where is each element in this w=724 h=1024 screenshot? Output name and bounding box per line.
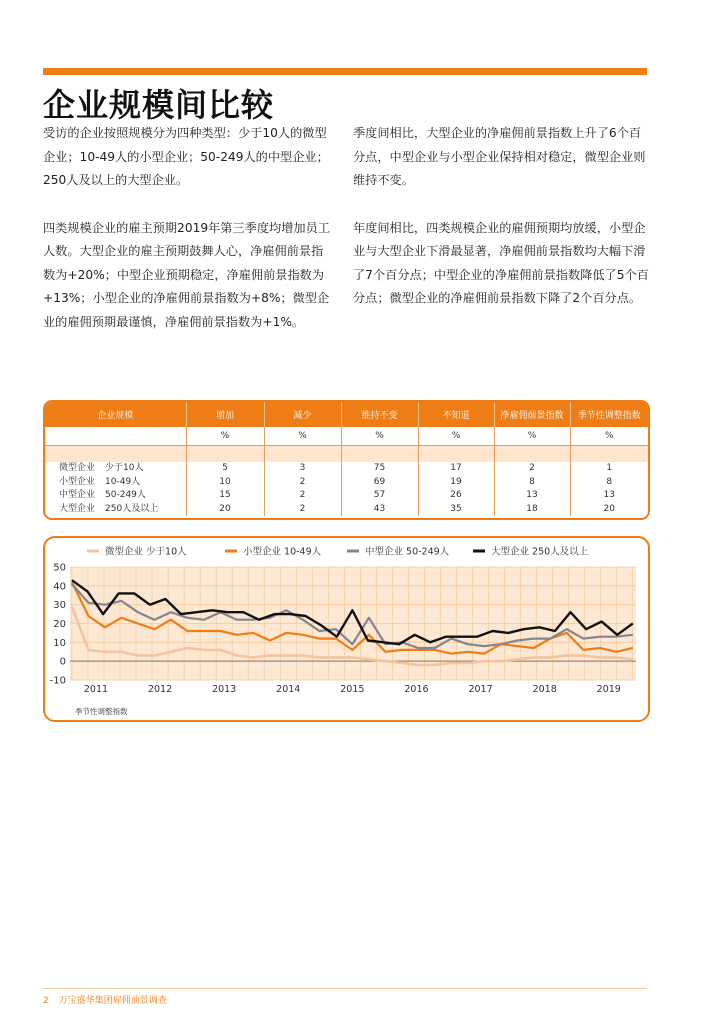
table-header: 季节性调整指数 (570, 402, 648, 427)
paragraph: 年度间相比，四类规模企业的雇佣预期均放缓，小型企业与大型企业下滑最显著，净雇佣前景指数均大幅下滑了7个百分点；中型企业的净雇佣前景指数降低了5个百分点；微型企业的净雇佣前景指数下降了2个百分点。 (353, 220, 649, 305)
legend-label: 中型企业 50-249人 (365, 546, 450, 558)
category-cell (45, 462, 186, 476)
right-column (353, 122, 653, 335)
value-cell: 1 (606, 463, 613, 474)
value-cell: 2 (264, 503, 341, 517)
value-cell: 2 (494, 462, 570, 476)
unit-cell: % (186, 427, 264, 446)
value-cell: 20 (186, 503, 264, 517)
y-tick-label: 30 (53, 600, 66, 612)
table-row (45, 476, 648, 490)
x-tick-label: 2011 (83, 684, 109, 695)
data-table (43, 400, 650, 520)
table-header: 不知道 (418, 402, 494, 427)
x-tick-label: 2019 (596, 684, 621, 695)
value-cell: 15 (186, 489, 264, 503)
value-cell: 3 (264, 462, 341, 476)
category-cell (45, 476, 186, 490)
unit-cell (45, 427, 186, 446)
table-row (45, 489, 648, 503)
value-cell: 35 (418, 503, 494, 517)
table-header: 减少 (264, 402, 341, 427)
value-cell: 19 (418, 476, 494, 490)
table-header: 维持不变 (341, 402, 418, 427)
value-cell: 2 (264, 489, 341, 503)
unit-cell: % (264, 427, 341, 446)
left-column (43, 122, 335, 358)
y-tick-label: 20 (53, 619, 66, 630)
x-tick-label: 2015 (340, 684, 365, 695)
paragraph: 四类规模企业的雇主预期2019年第三季度均增加员工人数。大型企业的雇主预期鼓舞人心，净雇佣前景指数为+20%；中型企业预期稳定，净雇佣前景指数为+13%；小型企业的净雇佣前景指数为+8%；微型企业的雇佣预期最谨慎，净雇佣前景指数为+1%。 (43, 220, 330, 329)
category-size: 250人及以上 (105, 503, 159, 514)
chart-note: 季节性调整指数 (75, 707, 128, 716)
value-cell: 69 (341, 476, 418, 490)
table-spacer-row (45, 446, 648, 463)
value-cell: 13 (494, 489, 570, 503)
table-row (45, 503, 648, 517)
legend-label: 大型企业 250人及以上 (491, 546, 589, 558)
value-cell: 43 (341, 503, 418, 517)
category-size: 少于10人 (105, 463, 144, 474)
category-type: 微型企业 (59, 463, 96, 474)
value-cell: 57 (341, 489, 418, 503)
unit-cell: % (570, 427, 648, 446)
unit-cell: % (494, 427, 570, 446)
category-type: 中型企业 (59, 490, 96, 501)
table-row (45, 462, 648, 476)
footer-title: 万宝盛华集团雇佣前景调查 (58, 996, 167, 1006)
x-tick-label: 2012 (147, 684, 173, 695)
unit-cell: % (341, 427, 418, 446)
footer-divider (43, 988, 647, 989)
y-tick-label: 0 (59, 656, 66, 668)
table-header: 净雇佣前景指数 (494, 402, 570, 427)
value-cell: 17 (418, 462, 494, 476)
value-cell: 5 (186, 462, 264, 476)
legend-label: 微型企业 少于10人 (105, 546, 187, 558)
table-header: 企业规模 (45, 402, 186, 427)
paragraph: 受访的企业按照规模分为四种类型：少于10人的微型企业；10-49人的小型企业；50-249人的中型企业；250人及以上的大型企业。 (43, 126, 329, 187)
table-header-row (45, 402, 648, 427)
value-cell: 75 (341, 462, 418, 476)
page-title: 企业规模间比较 (43, 86, 275, 124)
value-cell: 8 (494, 476, 570, 490)
unit-cell: % (418, 427, 494, 446)
category-type: 小型企业 (59, 476, 96, 487)
table-header: 增加 (186, 402, 264, 427)
x-tick-label: 2014 (276, 684, 301, 695)
x-tick-label: 2013 (212, 684, 237, 695)
category-cell (45, 489, 186, 503)
x-tick-label: 2018 (532, 684, 557, 695)
legend-label: 小型企业 10-49人 (243, 546, 322, 558)
category-size: 10-49人 (105, 476, 141, 487)
value-cell: 26 (418, 489, 494, 503)
value-cell: 20 (603, 503, 615, 514)
page-footer (43, 993, 167, 1006)
line-chart (43, 536, 650, 722)
y-tick-label: 10 (53, 637, 66, 649)
page-number: 2 (43, 996, 49, 1006)
table-unit-row (45, 427, 648, 446)
y-tick-label: 40 (53, 581, 66, 593)
value-cell: 2 (264, 476, 341, 490)
value-cell: 8 (606, 476, 613, 487)
value-cell: 13 (603, 490, 615, 501)
category-size: 50-249人 (105, 490, 146, 501)
paragraph: 季度间相比，大型企业的净雇佣前景指数上升了6个百分点，中型企业与小型企业保持相对稳定，微型企业则维持不变。 (353, 126, 646, 187)
category-type: 大型企业 (59, 503, 96, 514)
x-tick-label: 2016 (404, 684, 429, 695)
value-cell: 18 (494, 503, 570, 517)
y-tick-label: -10 (49, 675, 66, 687)
top-accent-bar (43, 68, 647, 75)
category-cell (45, 503, 186, 517)
line-chart-svg (45, 538, 648, 720)
value-cell: 10 (186, 476, 264, 490)
x-tick-label: 2017 (468, 684, 493, 695)
y-tick-label: 50 (53, 562, 66, 574)
